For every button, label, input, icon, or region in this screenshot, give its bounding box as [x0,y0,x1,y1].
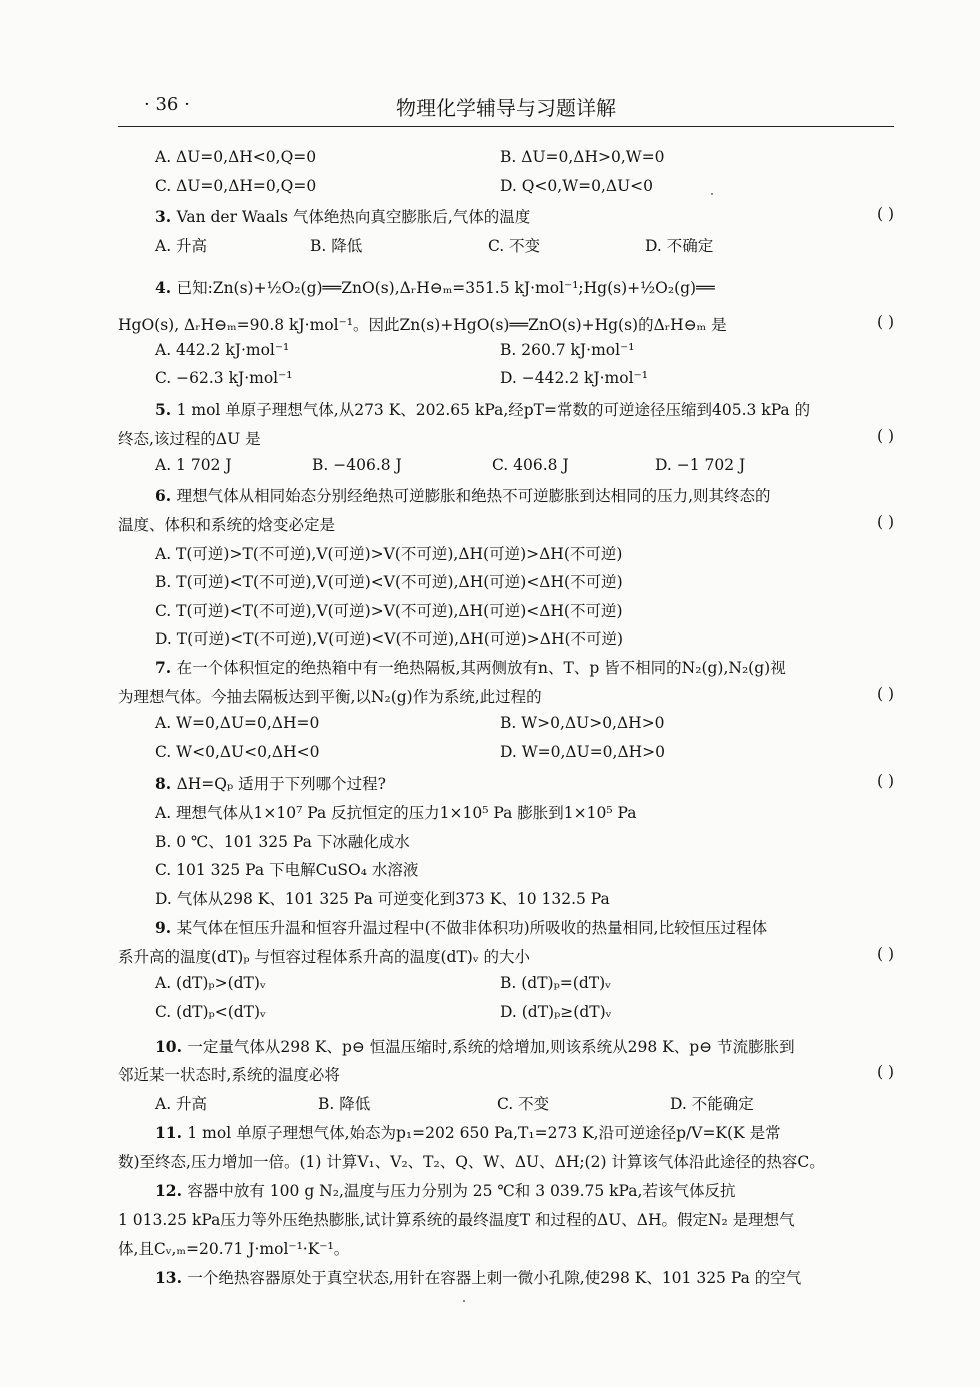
line-q5-l2: 终态,该过程的ΔU 是 [118,430,261,448]
line-q3-opts: A. 升高 [155,237,208,255]
line-q8-a: A. 理想气体从1×10⁷ Pa 反抗恒定的压力1×10⁵ Pa 膨胀到1×10⁵ Pa [155,804,637,822]
line-q9-l1: 9. 某气体在恒压升温和恒容升温过程中(不做非体积功)所吸收的热量相同,比较恒压过程体 [155,918,768,937]
page-header [118,92,894,127]
line-q7-ab: A. W=0,ΔU=0,ΔH=0 [155,714,320,732]
line-q8-b: B. 0 ℃、101 325 Pa 下冰融化成水 [155,833,410,851]
line-q6-d: D. T(可逆)<T(不可逆),V(可逆)<V(不可逆),ΔH(可逆)>ΔH(不可逆) [155,630,624,648]
question-number: 6. [155,486,177,505]
answer-bracket: ( ) [876,945,894,963]
question-number: 7. [155,658,177,677]
line-q12-l1: 12. 容器中放有 100 g N₂,温度与压力分别为 25 ℃和 3 039.75 kPa,若该气体反抗 [155,1181,736,1200]
line-q12-l2: 1 013.25 kPa压力等外压绝热膨胀,试计算系统的最终温度T 和过程的ΔU、ΔH。假定N₂ 是理想气 [118,1211,795,1229]
line-q8-d: D. 气体从298 K、101 325 Pa 可逆变化到373 K、10 132.5 Pa [155,890,610,908]
line-q6-a: A. T(可逆)>T(不可逆),V(可逆)>V(不可逆),ΔH(可逆)>ΔH(不可逆) [155,545,623,563]
option-q4-cd-2: D. −442.2 kJ·mol⁻¹ [500,369,648,387]
page-number: · 36 · [144,94,190,115]
line-q10-opts: A. 升高 [155,1095,208,1113]
option-q2-cd-2: D. Q<0,W=0,ΔU<0 [500,177,654,195]
option-q9-ab-2: B. (dT)ₚ=(dT)ᵥ [500,974,611,992]
line-q12-l3: 体,且Cᵥ,ₘ=20.71 J·mol⁻¹·K⁻¹。 [118,1240,350,1258]
line-q6-l2: 温度、体积和系统的焓变必定是 [118,516,336,534]
option-q3-opts-2: B. 降低 [310,237,363,255]
line-q8-c: C. 101 325 Pa 下电解CuSO₄ 水溶液 [155,861,419,879]
option-q10-opts-2: B. 降低 [318,1095,371,1113]
line-q13-l1: 13. 一个绝热容器原处于真空状态,用针在容器上刺一微小孔隙,使298 K、101 325 Pa 的空气 [155,1268,802,1287]
question-number: 4. [155,278,177,297]
line-q4-ab: A. 442.2 kJ·mol⁻¹ [155,341,290,359]
option-q5-opts-3: C. 406.8 J [492,456,569,474]
option-q5-opts-2: B. −406.8 J [312,456,402,474]
line-q6-c: C. T(可逆)<T(不可逆),V(可逆)>V(不可逆),ΔH(可逆)<ΔH(不可逆) [155,602,623,620]
line-q3: 3. Van der Waals 气体绝热向真空膨胀后,气体的温度 [155,207,531,226]
line-q9-l2: 系升高的温度(dT)ₚ 与恒容过程体系升高的温度(dT)ᵥ 的大小 [118,948,531,966]
answer-bracket: ( ) [876,513,894,531]
option-q4-ab-2: B. 260.7 kJ·mol⁻¹ [500,341,635,359]
line-q5-l1: 5. 1 mol 单原子理想气体,从273 K、202.65 kPa,经pT=常数的可逆途径压缩到405.3 kPa 的 [155,400,811,419]
line-q7-l1: 7. 在一个体积恒定的绝热箱中有一绝热隔板,其两侧放有n、T、p 皆不相同的N₂(g),N₂(g)视 [155,658,786,677]
answer-bracket: ( ) [876,1063,894,1081]
option-q9-cd-2: D. (dT)ₚ≥(dT)ᵥ [500,1003,612,1021]
answer-bracket: ( ) [876,427,894,445]
line-q11-l1: 11. 1 mol 单原子理想气体,始态为p₁=202 650 Pa,T₁=273 K,沿可逆途径p/V=K(K 是常 [155,1123,781,1142]
option-q5-opts-4: D. −1 702 J [655,456,746,474]
answer-bracket: ( ) [876,772,894,790]
book-title: 物理化学辅导与习题详解 [396,96,616,120]
question-number: 5. [155,400,177,419]
option-q10-opts-3: C. 不变 [497,1095,550,1113]
option-q7-cd-2: D. W=0,ΔU=0,ΔH>0 [500,743,666,761]
line-q7-l2: 为理想气体。今抽去隔板达到平衡,以N₂(g)作为系统,此过程的 [118,688,542,706]
answer-bracket: ( ) [876,313,894,331]
line-q8: 8. ΔH=Qₚ 适用于下列哪个过程? [155,774,386,793]
line-q10-l1: 10. 一定量气体从298 K、p⊖ 恒温压缩时,系统的焓增加,则该系统从298 K、p⊖ 节流膨胀到 [155,1037,795,1056]
option-q7-ab-2: B. W>0,ΔU>0,ΔH>0 [500,714,665,732]
answer-bracket: ( ) [876,685,894,703]
line-q11-l2: 数)至终态,压力增加一倍。(1) 计算V₁、V₂、T₂、Q、W、ΔU、ΔH;(2) 计算该气体沿此途径的热容C。 [118,1153,825,1171]
question-number: 3. [155,207,177,226]
question-number: 12. [155,1181,188,1200]
line-q2-cd: C. ΔU=0,ΔH=0,Q=0 [155,177,317,195]
line-q9-ab: A. (dT)ₚ>(dT)ᵥ [155,974,266,992]
answer-bracket: ( ) [876,205,894,223]
line-q2-ab: A. ΔU=0,ΔH<0,Q=0 [155,148,317,166]
line-q6-l1: 6. 理想气体从相同始态分别经绝热可逆膨胀和绝热不可逆膨胀到达相同的压力,则其终态的 [155,486,771,505]
line-q6-b: B. T(可逆)<T(不可逆),V(可逆)<V(不可逆),ΔH(可逆)<ΔH(不可逆) [155,573,623,591]
line-q9-cd: C. (dT)ₚ<(dT)ᵥ [155,1003,266,1021]
question-number: 11. [155,1123,188,1142]
question-number: 10. [155,1037,188,1056]
line-q4-cd: C. −62.3 kJ·mol⁻¹ [155,369,293,387]
line-q4-l2: HgO(s), ΔᵣH⊖ₘ=90.8 kJ·mol⁻¹。因此Zn(s)+HgO(s)══ZnO(s)+Hg(s)的ΔᵣH⊖ₘ 是 [118,316,727,334]
question-number: 9. [155,918,177,937]
option-q2-ab-2: B. ΔU=0,ΔH>0,W=0 [500,148,665,166]
option-q3-opts-4: D. 不确定 [645,237,714,255]
line-q5-opts: A. 1 702 J [155,456,232,474]
option-q10-opts-4: D. 不能确定 [670,1095,754,1113]
line-q4-l1: 4. 已知:Zn(s)+½O₂(g)══ZnO(s),ΔᵣH⊖ₘ=351.5 kJ·mol⁻¹;Hg(s)+½O₂(g)══ [155,278,715,297]
question-number: 8. [155,774,177,793]
line-q7-cd: C. W<0,ΔU<0,ΔH<0 [155,743,320,761]
scan-speck [463,1300,465,1302]
scan-speck [711,193,713,195]
question-number: 13. [155,1268,188,1287]
option-q3-opts-3: C. 不变 [488,237,541,255]
line-q10-l2: 邻近某一状态时,系统的温度必将 [118,1066,340,1084]
